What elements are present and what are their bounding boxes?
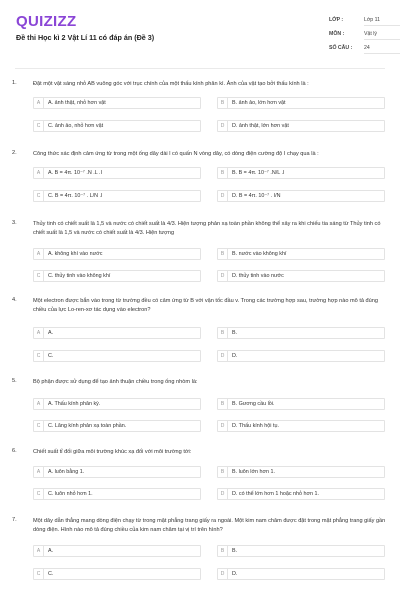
option-letter: B xyxy=(218,399,228,409)
question-number: 2. xyxy=(12,150,17,156)
option-letter: A xyxy=(34,399,44,409)
option-text: C. xyxy=(48,353,54,359)
option-text: A. không khí vào nước xyxy=(48,251,103,257)
option-letter: D xyxy=(218,489,228,499)
option-c[interactable] xyxy=(33,568,201,580)
option-text: A. B = 4π. 10⁻⁷ .N .L .I xyxy=(48,170,103,176)
option-b[interactable] xyxy=(217,167,385,179)
option-c[interactable] xyxy=(33,120,201,132)
option-text: B. xyxy=(232,330,238,336)
meta-value: Vật lý xyxy=(364,31,377,37)
option-text: D. Thấu kính hội tụ. xyxy=(232,423,279,429)
option-letter: D xyxy=(218,421,228,431)
option-text: C. B = 4π. 10⁻⁷ . L/N .I xyxy=(48,193,103,199)
option-text: C. xyxy=(48,571,54,577)
meta-value: Lớp 11 xyxy=(364,17,380,23)
option-text: A. Thấu kính phân kỳ. xyxy=(48,401,101,407)
quizizz-logo: QUIZIZZ xyxy=(16,13,77,30)
option-letter: D xyxy=(218,121,228,131)
option-text: C. thủy tinh vào không khí xyxy=(48,273,111,279)
option-letter: C xyxy=(34,489,44,499)
option-c[interactable] xyxy=(33,350,201,362)
option-b[interactable] xyxy=(217,545,385,557)
option-letter: B xyxy=(218,546,228,556)
option-text: B. xyxy=(232,548,238,554)
option-d[interactable] xyxy=(217,488,385,500)
option-c[interactable] xyxy=(33,270,201,282)
option-a[interactable] xyxy=(33,248,201,260)
option-text: D. xyxy=(232,353,238,359)
option-b[interactable] xyxy=(217,466,385,478)
option-letter: D xyxy=(218,351,228,361)
option-letter: A xyxy=(34,168,44,178)
option-a[interactable] xyxy=(33,545,201,557)
option-letter: A xyxy=(34,98,44,108)
option-letter: C xyxy=(34,191,44,201)
option-d[interactable] xyxy=(217,350,385,362)
option-letter: D xyxy=(218,271,228,281)
option-letter: B xyxy=(218,249,228,259)
option-text: B. luôn lớn hơn 1. xyxy=(232,469,276,475)
option-letter: A xyxy=(34,467,44,477)
option-letter: C xyxy=(34,121,44,131)
option-d[interactable] xyxy=(217,420,385,432)
option-letter: C xyxy=(34,351,44,361)
question-text: Bộ phận được sử dụng để tạo ảnh thuận chiều trong ống nhòm là: xyxy=(33,379,198,385)
option-a[interactable] xyxy=(33,327,201,339)
option-text: A. luôn bằng 1. xyxy=(48,469,85,475)
question-number: 4. xyxy=(12,297,17,303)
option-text: C. luôn nhỏ hơn 1. xyxy=(48,491,93,497)
page-title: Đề thi Học kì 2 Vật Lí 11 có đáp án (Đề 3) xyxy=(16,33,155,42)
option-a[interactable] xyxy=(33,466,201,478)
option-a[interactable] xyxy=(33,398,201,410)
option-text: A. xyxy=(48,330,54,336)
question-number: 6. xyxy=(12,448,17,454)
worksheet-header xyxy=(0,0,400,64)
option-text: C. ảnh ảo, nhỏ hơn vật xyxy=(48,123,104,129)
option-text: B. ảnh ảo, lớn hơn vật xyxy=(232,100,286,106)
question-text: Thủy tinh có chiết suất là 1,5 và nước có chiết suất là 4/3. Hiện tượng phản xạ toàn phần không thể xảy ra khi chiếu tia sáng từ Thủy tinh có chiết suất là 1,5 và nước có chiết suất là 4/3. Hiện tượng xyxy=(33,221,381,236)
option-d[interactable] xyxy=(217,270,385,282)
option-letter: D xyxy=(218,569,228,579)
option-letter: B xyxy=(218,328,228,338)
option-a[interactable] xyxy=(33,97,201,109)
meta-label: LỚP : xyxy=(329,17,344,23)
meta-label: SỐ CÂU : xyxy=(329,45,353,51)
meta-value: 24 xyxy=(364,45,370,51)
option-text: C. Lăng kính phản xạ toàn phần. xyxy=(48,423,127,429)
option-c[interactable] xyxy=(33,488,201,500)
option-c[interactable] xyxy=(33,190,201,202)
option-d[interactable] xyxy=(217,568,385,580)
question-text: Một dây dẫn thẳng mang dòng điện chạy từ trong mặt phẳng trang giấy ra ngoài. Một kim nam châm được đặt trong mặt phẳng trang giấy gần dòng điện. Hình nào mô tả đúng chiều của kim nam châm tại vị trí trên hình? xyxy=(33,518,386,533)
question-number: 3. xyxy=(12,220,17,226)
option-text: B. nước vào không khí xyxy=(232,251,287,257)
option-text: A. ảnh thật, nhỏ hơn vật xyxy=(48,100,106,106)
option-letter: B xyxy=(218,168,228,178)
option-c[interactable] xyxy=(33,420,201,432)
option-a[interactable] xyxy=(33,167,201,179)
option-letter: B xyxy=(218,98,228,108)
option-text: D. thủy tinh vào nước xyxy=(232,273,284,279)
option-letter: C xyxy=(34,271,44,281)
option-letter: C xyxy=(34,421,44,431)
option-letter: C xyxy=(34,569,44,579)
option-letter: D xyxy=(218,191,228,201)
option-letter: B xyxy=(218,467,228,477)
option-text: D. có thể lớn hơn 1 hoặc nhỏ hơn 1. xyxy=(232,491,320,497)
question-number: 1. xyxy=(12,80,17,86)
option-text: B. B = 4π. 10⁻⁷ .N/L .I xyxy=(232,170,285,176)
option-letter: A xyxy=(34,328,44,338)
option-text: D. ảnh thật, lớn hơn vật xyxy=(232,123,289,129)
option-text: D. B = 4π. 10⁻⁷ . I/N xyxy=(232,193,281,199)
option-d[interactable] xyxy=(217,190,385,202)
option-letter: A xyxy=(34,249,44,259)
option-text: A. xyxy=(48,548,54,554)
question-number: 5. xyxy=(12,378,17,384)
option-b[interactable] xyxy=(217,398,385,410)
question-number: 7. xyxy=(12,517,17,523)
option-text: D. xyxy=(232,571,238,577)
question-text: Một electron được bắn vào trong từ trường đều có cảm ứng từ B với vận tốc đầu v. Trong các trường hợp sau, trường hợp nào mô tả đúng chiều của lực Lo-ren-xơ tác dụng vào electron? xyxy=(33,298,379,313)
option-d[interactable] xyxy=(217,120,385,132)
meta-label: MÔN : xyxy=(329,31,345,37)
question-text: Công thức xác định cảm ứng từ trong một ống dây dài l có quấn N vòng dây, có dòng điện cường độ I chạy qua là : xyxy=(33,151,319,157)
option-b[interactable] xyxy=(217,327,385,339)
option-b[interactable] xyxy=(217,248,385,260)
option-text: B. Gương cầu lồi. xyxy=(232,401,275,407)
header-divider xyxy=(15,68,385,69)
question-text: Đặt một vật sáng nhỏ AB vuông góc với trục chính của một thấu kính phân kì. Ảnh của vật tạo bởi thấu kính là : xyxy=(33,81,309,87)
question-text: Chiết suất tỉ đối giữa môi trường khúc xạ đối với môi trường tới: xyxy=(33,449,192,455)
option-b[interactable] xyxy=(217,97,385,109)
option-letter: A xyxy=(34,546,44,556)
